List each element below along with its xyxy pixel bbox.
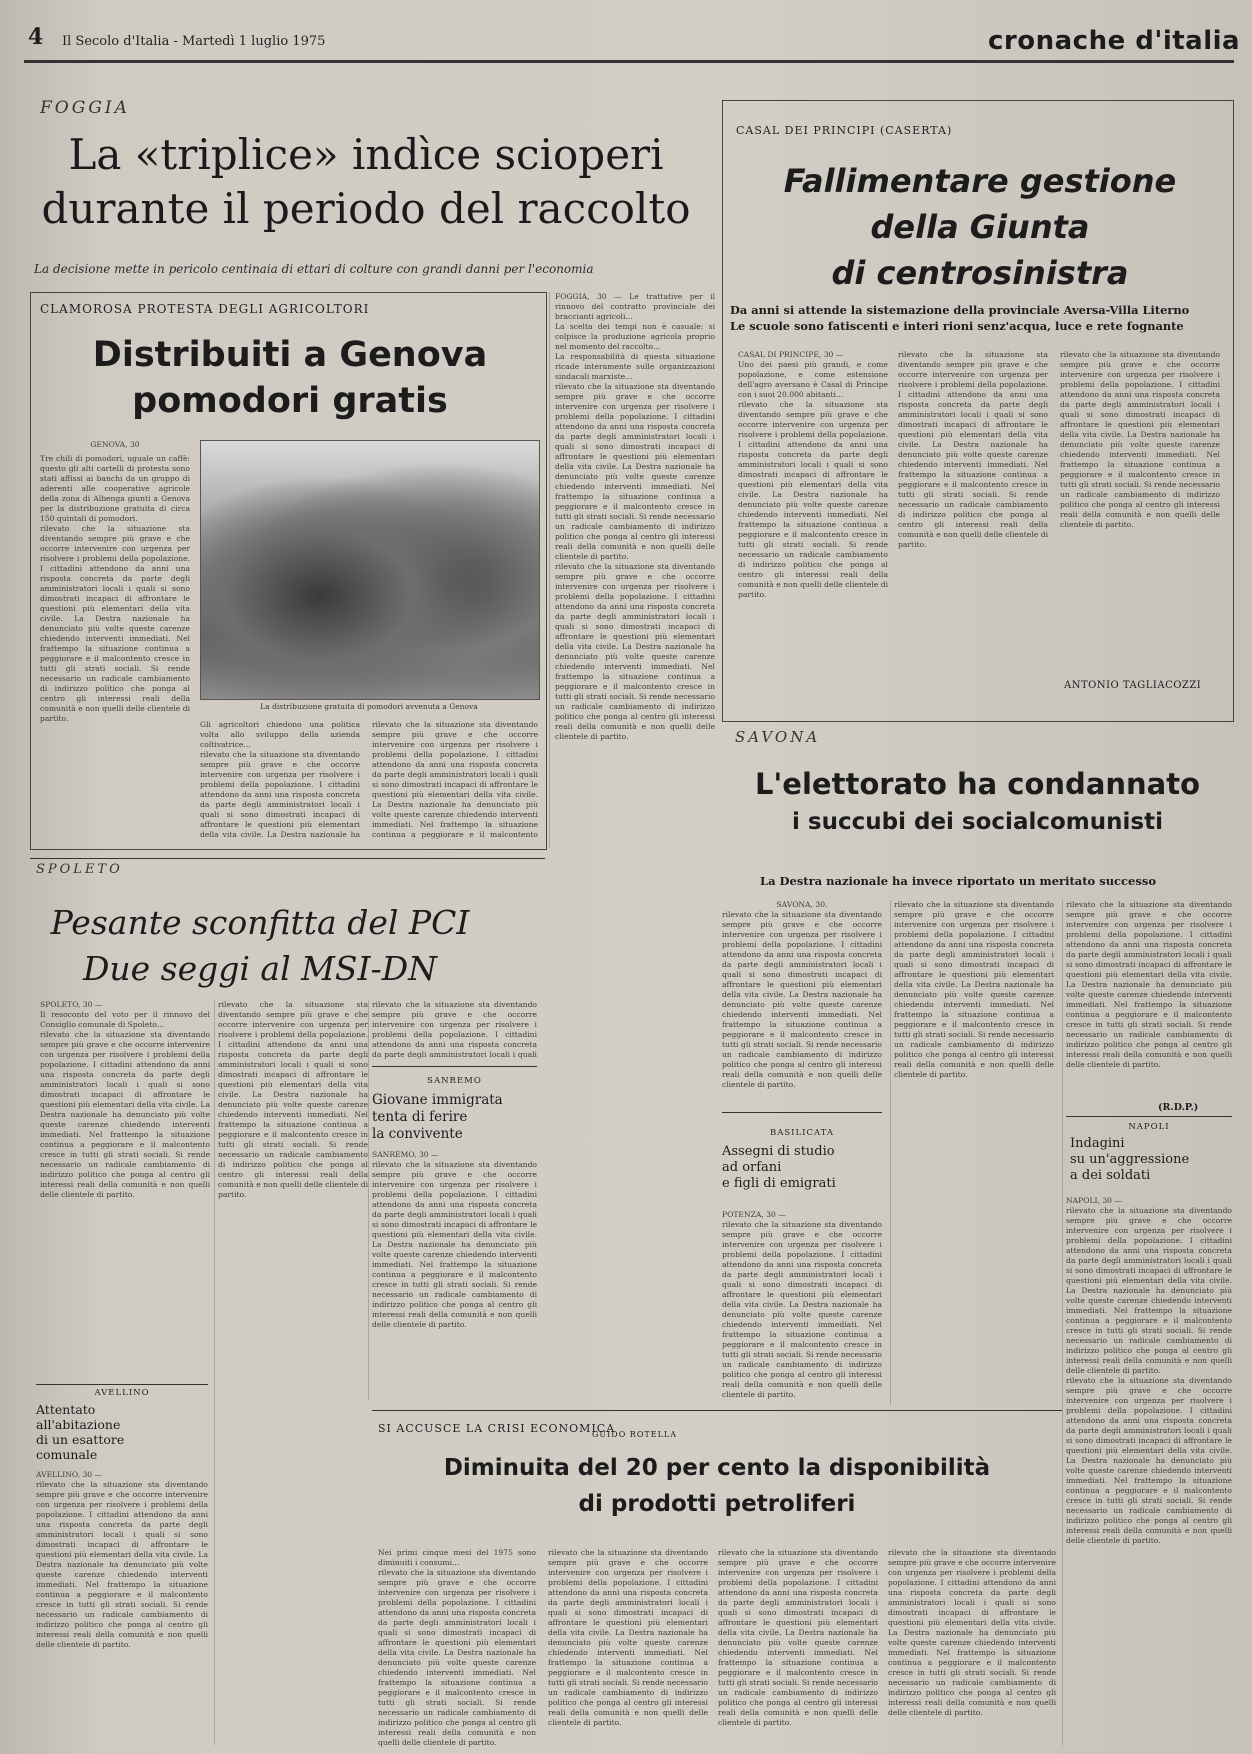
genova-kicker: CLAMOROSA PROTESTA DEGLI AGRICOLTORI — [40, 302, 370, 316]
napoli-body-filler-2: rilevato che la situazione sta diventando sempre più grave e che occorre intervenire con urgenza per risolvere i problemi della popolazione. I cittadini attendono da anni una risposta concreta da parte degli amministratori locali i quali si sono dimostrati incapaci di affrontare le questioni più elementari della vita civile. La Destra nazionale ha denunciato più volte queste carenze chiedendo interventi immediati. Nel frattempo la situazione continua a peggiorare e il malcontento cresce in tutti gli strati sociali. Si rende necessario un radicale cambiamento di indirizzo politico che ponga al centro gli interessi reali della comunità e non quelli delle clientele di partito. — [1066, 1376, 1232, 1545]
avellino-headline-line4: comunale — [36, 1447, 98, 1462]
savona-body-col2: rilevato che la situazione sta diventando sempre più grave e che occorre intervenire con urgenza per risolvere i problemi della popolazione. I cittadini attendono da anni una risposta concreta da parte degli amministratori locali i quali si sono dimostrati incapaci di affrontare le questioni più elementari della vita civile. La Destra nazionale ha denunciato più volte queste carenze chiedendo interventi immediati. Nel frattempo la situazione continua a peggiorare e il malcontento cresce in tutti gli strati sociali. Si rende necessario un radicale cambiamento di indirizzo politico che ponga al centro gli interessi reali della comunità e non quelli delle clientele di partito. — [894, 900, 1054, 1079]
foggia-body-2: La scelta dei tempi non è casuale: si colpisce la produzione agricola proprio nel momento del raccolto... — [555, 322, 715, 351]
sanremo-dateline: SANREMO, 30 — — [372, 1150, 439, 1159]
foggia-dateline: FOGGIA, 30 — Le trattative per il rinnovo del contratto provinciale dei braccianti agricoli... — [555, 292, 715, 321]
avellino-headline — [36, 1402, 208, 1462]
napoli-body — [1066, 1196, 1232, 1746]
spoleto-headline-line2: Due seggi al MSI-DN — [82, 949, 438, 988]
savona-subhead: La Destra nazionale ha invece riportato un meritato successo — [760, 874, 1156, 888]
casal-body-filler: rilevato che la situazione sta diventando sempre più grave e che occorre intervenire con urgenza per risolvere i problemi della popolazione. I cittadini attendono da anni una risposta concreta da parte degli amministratori locali i quali si sono dimostrati incapaci di affrontare le questioni più elementari della vita civile. La Destra nazionale ha denunciato più volte queste carenze chiedendo interventi immediati. Nel frattempo la situazione continua a peggiorare e il malcontento cresce in tutti gli strati sociali. Si rende necessario un radicale cambiamento di indirizzo politico che ponga al centro gli interessi reali della comunità e non quelli delle clientele di partito. — [738, 400, 888, 599]
basilicata-headline-line1: Assegni di studio — [722, 1144, 835, 1159]
savona-headline-line1: L'elettorato ha condannato — [754, 767, 1201, 801]
casal-body-col3: rilevato che la situazione sta diventando sempre più grave e che occorre intervenire con urgenza per risolvere i problemi della popolazione. I cittadini attendono da anni una risposta concreta da parte degli amministratori locali i quali si sono dimostrati incapaci di affrontare le questioni più elementari della vita civile. La Destra nazionale ha denunciato più volte queste carenze chiedendo interventi immediati. Nel frattempo la situazione continua a peggiorare e il malcontento cresce in tutti gli strati sociali. Si rende necessario un radicale cambiamento di indirizzo politico che ponga al centro gli interessi reali della comunità e non quelli delle clientele di partito. — [1060, 350, 1220, 529]
napoli-dateline: NAPOLI, 30 — — [1066, 1196, 1123, 1205]
savona-dateline: SAVONA, 30. — [776, 900, 828, 909]
column-rule — [890, 900, 891, 1405]
crisi-body-col2: rilevato che la situazione sta diventando sempre più grave e che occorre intervenire con urgenza per risolvere i problemi della popolazione. I cittadini attendono da anni una risposta concreta da parte degli amministratori locali i quali si sono dimostrati incapaci di affrontare le questioni più elementari della vita civile. La Destra nazionale ha denunciato più volte queste carenze chiedendo interventi immediati. Nel frattempo la situazione continua a peggiorare e il malcontento cresce in tutti gli strati sociali. Si rende necessario un radicale cambiamento di indirizzo politico che ponga al centro gli interessi reali della comunità e non quelli delle clientele di partito. — [548, 1548, 708, 1727]
genova-body2-filler: rilevato che la situazione sta diventando sempre più grave e che occorre intervenire con urgenza per risolvere i problemi della popolazione. I cittadini attendono da anni una risposta concreta da parte degli amministratori locali i quali si sono dimostrati incapaci di affrontare le questioni più elementari della vita civile. La Destra nazionale ha — [200, 750, 360, 839]
basilicata-byline: GUIDO ROTELLA — [592, 1430, 677, 1439]
basilicata-dateline: POTENZA, 30 — — [722, 1210, 786, 1219]
casal-body-col2: rilevato che la situazione sta diventando sempre più grave e che occorre intervenire con urgenza per risolvere i problemi della popolazione. I cittadini attendono da anni una risposta concreta da parte degli amministratori locali i quali si sono dimostrati incapaci di affrontare le questioni più elementari della vita civile. La Destra nazionale ha denunciato più volte queste carenze chiedendo interventi immediati. Nel frattempo la situazione continua a peggiorare e il malcontento cresce in tutti gli strati sociali. Si rende necessario un radicale cambiamento di indirizzo politico che ponga al centro gli interessi reali della comunità e non quelli delle clientele di partito. — [898, 350, 1048, 549]
basilicata-headline-line3: e figli di emigrati — [722, 1176, 836, 1191]
napoli-headline-line2: su un'aggressione — [1070, 1152, 1190, 1167]
foggia-body-filler-2: rilevato che la situazione sta diventando sempre più grave e che occorre intervenire con urgenza per risolvere i problemi della popolazione. I cittadini attendono da anni una risposta concreta da parte degli amministratori locali i quali si sono dimostrati incapaci di affrontare le questioni più elementari della vita civile. La Destra nazionale ha denunciato più volte queste carenze chiedendo interventi immediati. Nel frattempo la situazione continua a peggiorare e il malcontento cresce in tutti gli strati sociali. Si rende necessario un radicale cambiamento di indirizzo politico che ponga al centro gli interessi reali della comunità e non quelli delle clientele di partito. — [555, 562, 715, 741]
avellino-body-filler: rilevato che la situazione sta diventando sempre più grave e che occorre intervenire con urgenza per risolvere i problemi della popolazione. I cittadini attendono da anni una risposta concreta da parte degli amministratori locali i quali si sono dimostrati incapaci di affrontare le questioni più elementari della vita civile. La Destra nazionale ha denunciato più volte queste carenze chiedendo interventi immediati. Nel frattempo la situazione continua a peggiorare e il malcontento cresce in tutti gli strati sociali. Si rende necessario un radicale cambiamento di indirizzo politico che ponga al centro gli interessi reali della comunità e non quelli delle clientele di partito. — [36, 1480, 208, 1649]
basilicata-kicker: BASILICATA — [769, 1128, 835, 1138]
genova-headline-line2: pomodori gratis — [132, 381, 448, 421]
foggia-kicker: FOGGIA — [40, 98, 130, 118]
crisi-headline-line1: Diminuita del 20 per cento la disponibilità — [443, 1455, 991, 1481]
spoleto-body-col1 — [40, 1000, 210, 1380]
section-title: cronache d'italia — [988, 26, 1241, 56]
spoleto-top-rule — [30, 858, 545, 859]
casal-body-col1 — [738, 350, 888, 705]
sanremo-headline-line3: la convivente — [372, 1126, 463, 1142]
sanremo-kicker: SANREMO — [427, 1076, 482, 1086]
sanremo-body — [372, 1150, 537, 1400]
spoleto-body-col2: rilevato che la situazione sta diventando sempre più grave e che occorre intervenire con urgenza per risolvere i problemi della popolazione. I cittadini attendono da anni una risposta concreta da parte degli amministratori locali i quali si sono dimostrati incapaci di affrontare le questioni più elementari della vita civile. La Destra nazionale ha denunciato più volte queste carenze chiedendo interventi immediati. Nel frattempo la situazione continua a peggiorare e il malcontento cresce in tutti gli strati sociali. Si rende necessario un radicale cambiamento di indirizzo politico che ponga al centro gli interessi reali della comunità e non quelli delle clientele di partito. — [218, 1000, 368, 1199]
spoleto-body: Il resoconto del voto per il rinnovo del Consiglio comunale di Spoleto... — [40, 1010, 210, 1029]
casal-headline — [740, 158, 1220, 296]
spoleto-kicker: SPOLETO — [36, 862, 123, 877]
napoli-rule — [1066, 1116, 1232, 1117]
basilicata-rule — [722, 1112, 882, 1113]
avellino-headline-line3: di un esattore — [36, 1432, 125, 1447]
page-number: 4 — [28, 24, 44, 50]
napoli-kicker: NAPOLI — [1128, 1122, 1170, 1132]
casal-headline-line3: di centrosinistra — [831, 254, 1129, 292]
savona-byline: (R.D.P.) — [1158, 1102, 1199, 1113]
casal-kicker: CASAL DEI PRINCIPI (CASERTA) — [736, 124, 953, 137]
sanremo-headline-line2: tenta di ferire — [372, 1109, 468, 1125]
crisi-body: Nei primi cinque mesi del 1975 sono diminuiti i consumi... — [378, 1548, 536, 1567]
casal-dateline: CASAL DI PRINCIPE, 30 — — [738, 350, 844, 359]
column-rule — [1062, 900, 1063, 1745]
avellino-body — [36, 1470, 208, 1750]
sanremo-headline-line1: Giovane immigrata — [372, 1092, 503, 1108]
savona-headline — [725, 765, 1230, 841]
napoli-headline — [1070, 1136, 1230, 1184]
sanremo-headline — [372, 1092, 537, 1143]
basilicata-headline-line2: ad orfani — [722, 1160, 782, 1175]
crisi-headline-line2: di prodotti petroliferi — [578, 1491, 856, 1517]
sanremo-rule — [372, 1066, 537, 1067]
savona-body-col1 — [722, 900, 882, 1105]
dateline-header: Il Secolo d'Italia - Martedì 1 luglio 1975 — [62, 34, 326, 49]
avellino-headline-line1: Attentato — [36, 1402, 96, 1417]
savona-kicker: SAVONA — [735, 728, 821, 746]
spoleto-headline — [40, 900, 480, 992]
masthead-rule — [24, 60, 1234, 63]
basilicata-body-filler: rilevato che la situazione sta diventando sempre più grave e che occorre intervenire con urgenza per risolvere i problemi della popolazione. I cittadini attendono da anni una risposta concreta da parte degli amministratori locali i quali si sono dimostrati incapaci di affrontare le questioni più elementari della vita civile. La Destra nazionale ha denunciato più volte queste carenze chiedendo interventi immediati. Nel frattempo la situazione continua a peggiorare e il malcontento cresce in tutti gli strati sociali. Si rende necessario un radicale cambiamento di indirizzo politico che ponga al centro gli interessi reali della comunità e non quelli delle clientele di partito. — [722, 1220, 882, 1399]
column-rule — [214, 1000, 215, 1745]
casal-headline-line2: della Giunta — [870, 208, 1090, 246]
spoleto-dateline: SPOLETO, 30 — — [40, 1000, 103, 1009]
napoli-headline-line3: a dei soldati — [1070, 1168, 1151, 1183]
foggia-headline-line1: La «triplice» indìce scioperi — [68, 130, 664, 179]
napoli-body-filler-1: rilevato che la situazione sta diventando sempre più grave e che occorre intervenire con urgenza per risolvere i problemi della popolazione. I cittadini attendono da anni una risposta concreta da parte degli amministratori locali i quali si sono dimostrati incapaci di affrontare le questioni più elementari della vita civile. La Destra nazionale ha denunciato più volte queste carenze chiedendo interventi immediati. Nel frattempo la situazione continua a peggiorare e il malcontento cresce in tutti gli strati sociali. Si rende necessario un radicale cambiamento di indirizzo politico che ponga al centro gli interessi reali della comunità e non quelli delle clientele di partito. — [1066, 1206, 1232, 1375]
foggia-subhead: La decisione mette in pericolo centinaia di ettari di colture con grandi danni per l'economia — [34, 262, 594, 276]
savona-headline-line2: i succubi dei socialcomunisti — [792, 809, 1163, 835]
spoleto-headline-line1: Pesante sconfitta del PCI — [50, 903, 470, 942]
basilicata-headline — [722, 1144, 882, 1192]
spoleto-body-filler: rilevato che la situazione sta diventando sempre più grave e che occorre intervenire con urgenza per risolvere i problemi della popolazione. I cittadini attendono da anni una risposta concreta da parte degli amministratori locali i quali si sono dimostrati incapaci di affrontare le questioni più elementari della vita civile. La Destra nazionale ha denunciato più volte queste carenze chiedendo interventi immediati. Nel frattempo la situazione continua a peggiorare e il malcontento cresce in tutti gli strati sociali. Si rende necessario un radicale cambiamento di indirizzo politico che ponga al centro gli interessi reali della comunità e non quelli delle clientele di partito. — [40, 1030, 210, 1199]
crisi-rule — [372, 1410, 1062, 1411]
column-rule — [549, 292, 550, 848]
crisi-body-col1 — [378, 1548, 536, 1748]
foggia-body-3: La responsabilità di questa situazione ricade interamente sulle organizzazioni sindacali marxiste... — [555, 352, 715, 381]
genova-caption: La distribuzione gratuita di pomodori avvenuta a Genova — [260, 702, 478, 711]
crisi-kicker: SI ACCUSCE LA CRISI ECONOMICA — [378, 1422, 616, 1435]
avellino-rule — [36, 1384, 208, 1385]
genova-photo — [200, 440, 540, 700]
genova-body-col3: rilevato che la situazione sta diventando sempre più grave e che occorre intervenire con urgenza per risolvere i problemi della popolazione. I cittadini attendono da anni una risposta concreta da parte degli amministratori locali i quali si sono dimostrati incapaci di affrontare le questioni più elementari della vita civile. La Destra nazionale ha denunciato più volte queste carenze chiedendo interventi immediati. Nel frattempo la situazione continua a peggiorare e il malcontento — [372, 720, 538, 839]
napoli-headline-line1: Indagini — [1070, 1136, 1125, 1151]
genova-body-col2 — [200, 720, 360, 840]
avellino-headline-line2: all'abitazione — [36, 1417, 121, 1432]
column-rule — [368, 1000, 369, 1400]
casal-subhead-1: Da anni si attende la sistemazione della provinciale Aversa-Villa Literno — [730, 303, 1190, 317]
genova-dateline: GENOVA, 30 — [90, 440, 140, 449]
crisi-body-col4: rilevato che la situazione sta diventando sempre più grave e che occorre intervenire con urgenza per risolvere i problemi della popolazione. I cittadini attendono da anni una risposta concreta da parte degli amministratori locali i quali si sono dimostrati incapaci di affrontare le questioni più elementari della vita civile. La Destra nazionale ha denunciato più volte queste carenze chiedendo interventi immediati. Nel frattempo la situazione continua a peggiorare e il malcontento cresce in tutti gli strati sociali. Si rende necessario un radicale cambiamento di indirizzo politico che ponga al centro gli interessi reali della comunità e non quelli delle clientele di partito. — [888, 1548, 1056, 1717]
crisi-body-filler: rilevato che la situazione sta diventando sempre più grave e che occorre intervenire con urgenza per risolvere i problemi della popolazione. I cittadini attendono da anni una risposta concreta da parte degli amministratori locali i quali si sono dimostrati incapaci di affrontare le questioni più elementari della vita civile. La Destra nazionale ha denunciato più volte queste carenze chiedendo interventi immediati. Nel frattempo la situazione continua a peggiorare e il malcontento cresce in tutti gli strati sociali. Si rende necessario un radicale cambiamento di indirizzo politico che ponga al centro gli interessi reali della comunità e non quelli delle clientele di partito. — [378, 1568, 536, 1747]
casal-headline-line1: Fallimentare gestione — [783, 162, 1177, 200]
foggia-headline-line2: durante il periodo del raccolto — [41, 184, 691, 233]
crisi-body-col3: rilevato che la situazione sta diventando sempre più grave e che occorre intervenire con urgenza per risolvere i problemi della popolazione. I cittadini attendono da anni una risposta concreta da parte degli amministratori locali i quali si sono dimostrati incapaci di affrontare le questioni più elementari della vita civile. La Destra nazionale ha denunciato più volte queste carenze chiedendo interventi immediati. Nel frattempo la situazione continua a peggiorare e il malcontento cresce in tutti gli strati sociali. Si rende necessario un radicale cambiamento di indirizzo politico che ponga al centro gli interessi reali della comunità e non quelli delle clientele di partito. — [718, 1548, 878, 1727]
foggia-body — [555, 292, 715, 1292]
spoleto-body-col3: rilevato che la situazione sta diventando sempre più grave e che occorre intervenire con urgenza per risolvere i problemi della popolazione. I cittadini attendono da anni una risposta concreta da parte degli amministratori locali i quali — [372, 1000, 537, 1059]
avellino-dateline: AVELLINO, 30 — — [36, 1470, 103, 1479]
avellino-kicker: AVELLINO — [94, 1388, 150, 1398]
casal-byline: ANTONIO TAGLIACOZZI — [1064, 680, 1202, 691]
genova-headline-line1: Distribuiti a Genova — [92, 335, 488, 375]
genova-body2-text: Gli agricoltori chiedono una politica volta allo sviluppo della azienda coltivatrice... — [200, 720, 360, 749]
casal-subhead — [730, 302, 1230, 334]
genova-headline — [40, 332, 540, 424]
casal-subhead-2: Le scuole sono fatiscenti e interi rioni senz'acqua, luce e rete fognante — [730, 319, 1184, 333]
foggia-headline — [36, 128, 696, 236]
genova-body-filler: rilevato che la situazione sta diventando sempre più grave e che occorre intervenire con urgenza per risolvere i problemi della popolazione. I cittadini attendono da anni una risposta concreta da parte degli amministratori locali i quali si sono dimostrati incapaci di affrontare le questioni più elementari della vita civile. La Destra nazionale ha denunciato più volte queste carenze chiedendo interventi immediati. Nel frattempo la situazione continua a peggiorare e il malcontento cresce in tutti gli strati sociali. Si rende necessario un radicale cambiamento di indirizzo politico che ponga al centro gli interessi reali della comunità e non quelli delle clientele di partito. — [40, 524, 190, 723]
foggia-body-filler-1: rilevato che la situazione sta diventando sempre più grave e che occorre intervenire con urgenza per risolvere i problemi della popolazione. I cittadini attendono da anni una risposta concreta da parte degli amministratori locali i quali si sono dimostrati incapaci di affrontare le questioni più elementari della vita civile. La Destra nazionale ha denunciato più volte queste carenze chiedendo interventi immediati. Nel frattempo la situazione continua a peggiorare e il malcontento cresce in tutti gli strati sociali. Si rende necessario un radicale cambiamento di indirizzo politico che ponga al centro gli interessi reali della comunità e non quelli delle clientele di partito. — [555, 382, 715, 561]
genova-body-text: Tre chili di pomodori, uguale un caffè: questo gli alti cartelli di protesta sono stati affissi ai banchi da un gruppo di aderenti alle cooperative agricole della zona di Albenga giunti a Genova per la distribuzione gratuita di circa 150 quintali di pomodori. — [40, 454, 190, 523]
savona-body-col3: rilevato che la situazione sta diventando sempre più grave e che occorre intervenire con urgenza per risolvere i problemi della popolazione. I cittadini attendono da anni una risposta concreta da parte degli amministratori locali i quali si sono dimostrati incapaci di affrontare le questioni più elementari della vita civile. La Destra nazionale ha denunciato più volte queste carenze chiedendo interventi immediati. Nel frattempo la situazione continua a peggiorare e il malcontento cresce in tutti gli strati sociali. Si rende necessario un radicale cambiamento di indirizzo politico che ponga al centro gli interessi reali della comunità e non quelli delle clientele di partito. — [1066, 900, 1232, 1069]
genova-body — [40, 440, 190, 840]
crisi-headline — [372, 1450, 1062, 1522]
savona-body-filler: rilevato che la situazione sta diventando sempre più grave e che occorre intervenire con urgenza per risolvere i problemi della popolazione. I cittadini attendono da anni una risposta concreta da parte degli amministratori locali i quali si sono dimostrati incapaci di affrontare le questioni più elementari della vita civile. La Destra nazionale ha denunciato più volte queste carenze chiedendo interventi immediati. Nel frattempo la situazione continua a peggiorare e il malcontento cresce in tutti gli strati sociali. Si rende necessario un radicale cambiamento di indirizzo politico che ponga al centro gli interessi reali della comunità e non quelli delle clientele di partito. — [722, 910, 882, 1089]
sanremo-body-filler: rilevato che la situazione sta diventando sempre più grave e che occorre intervenire con urgenza per risolvere i problemi della popolazione. I cittadini attendono da anni una risposta concreta da parte degli amministratori locali i quali si sono dimostrati incapaci di affrontare le questioni più elementari della vita civile. La Destra nazionale ha denunciato più volte queste carenze chiedendo interventi immediati. Nel frattempo la situazione continua a peggiorare e il malcontento cresce in tutti gli strati sociali. Si rende necessario un radicale cambiamento di indirizzo politico che ponga al centro gli interessi reali della comunità e non quelli delle clientele di partito. — [372, 1160, 537, 1329]
casal-body: Uno dei paesi più grandi, e come popolazione, e come estensione dell'agro aversano è Casal di Principe con i suoi 20.000 abitanti... — [738, 360, 888, 399]
basilicata-body — [722, 1210, 882, 1430]
